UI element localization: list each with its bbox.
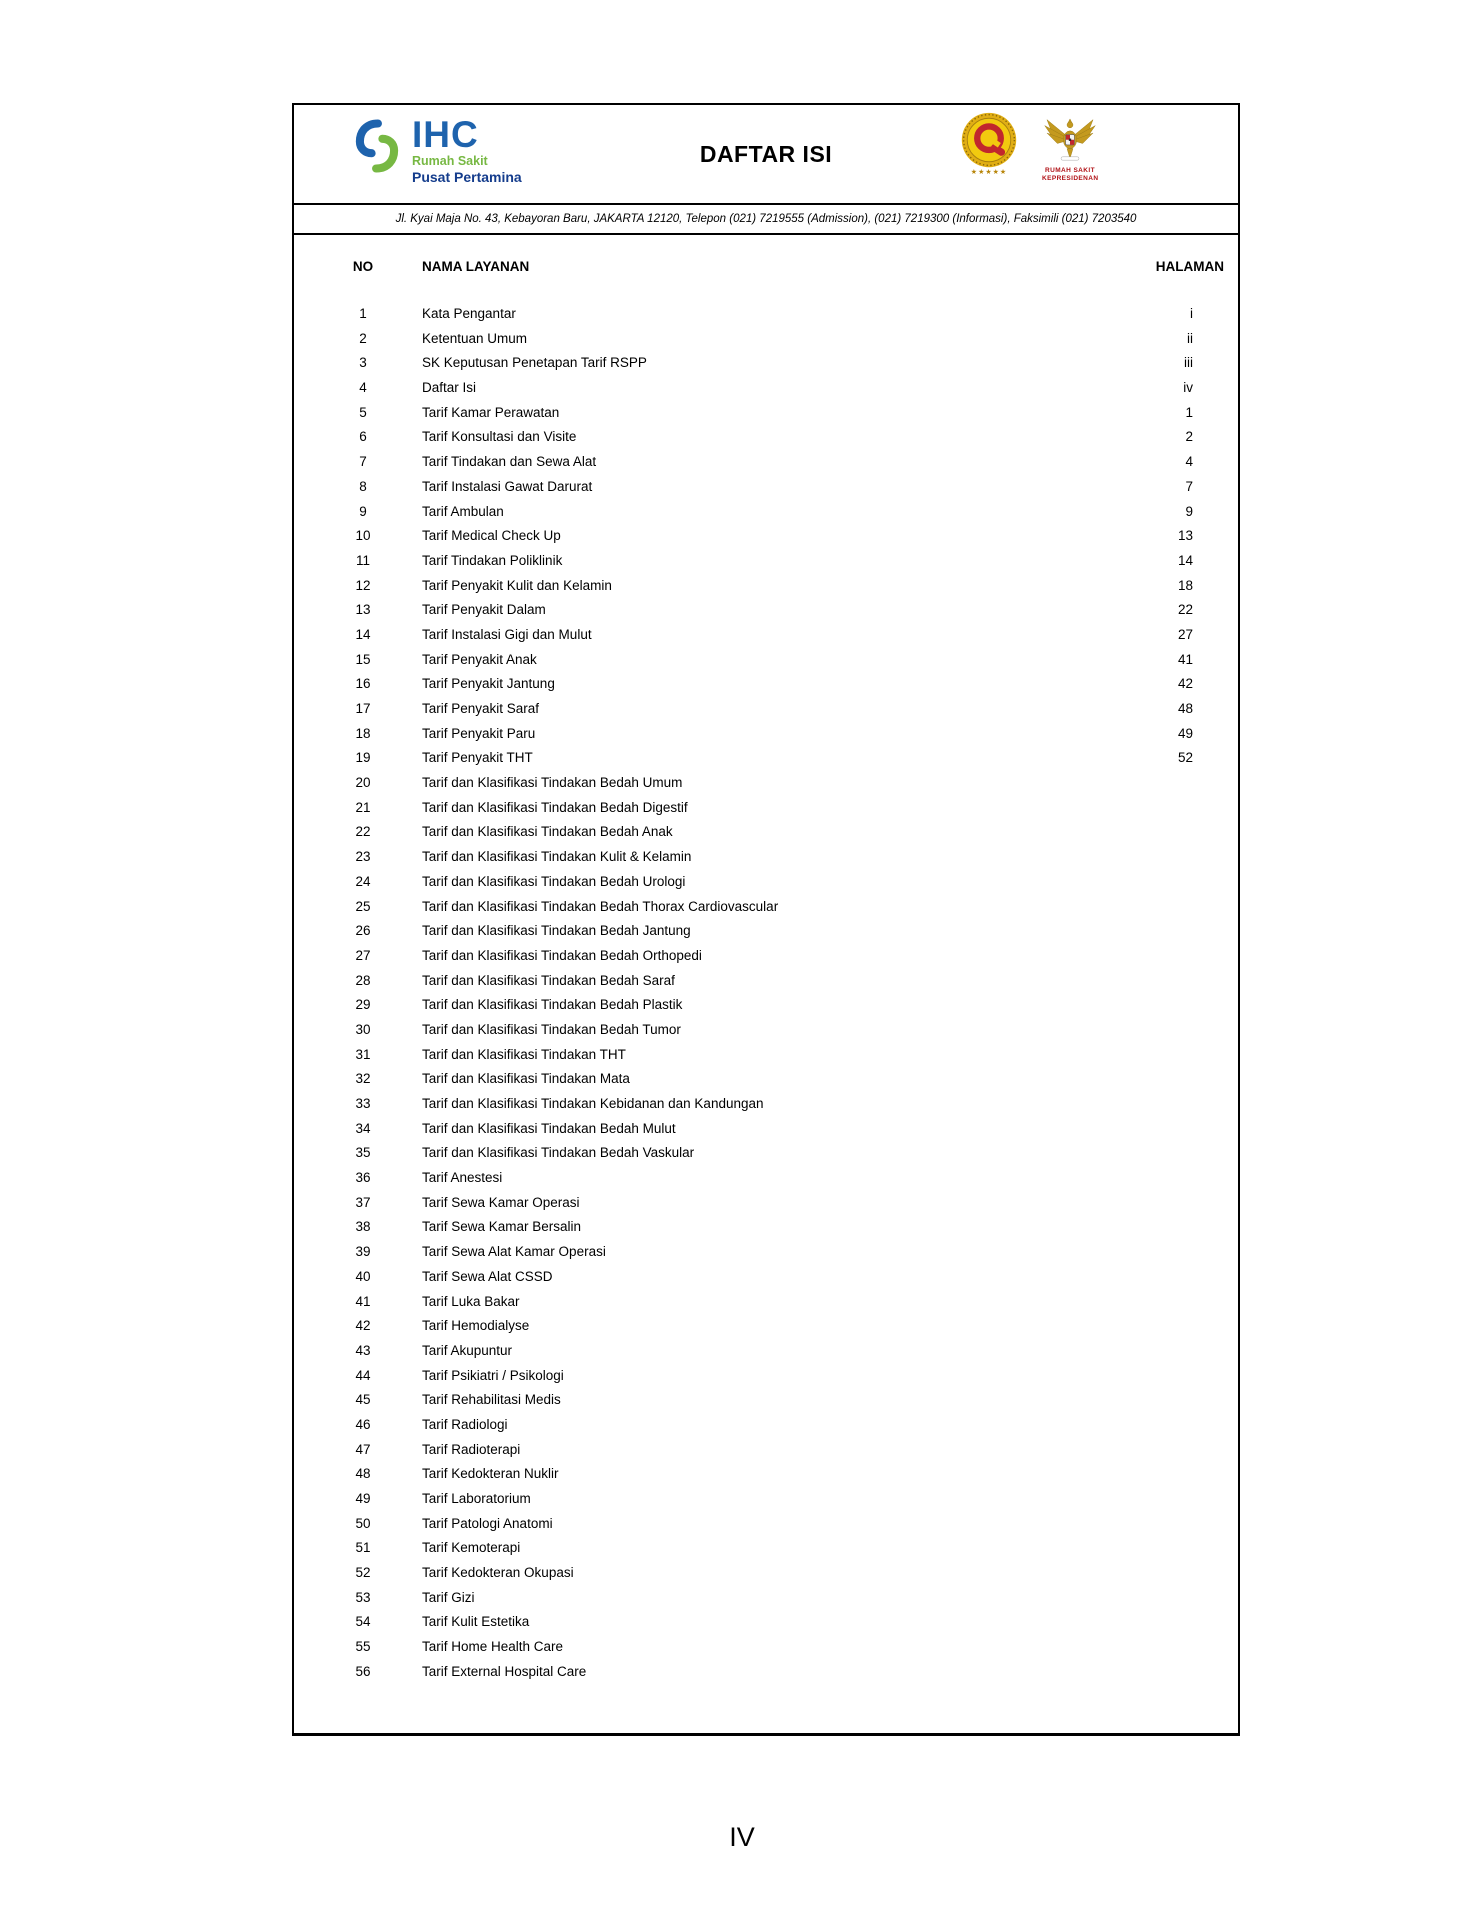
toc-row-name: Tarif dan Klasifikasi Tindakan Mata [422, 1071, 630, 1087]
toc-row-page: 18 [1177, 577, 1193, 593]
toc-row-number: 14 [355, 626, 371, 642]
toc-row-name: Tarif Radioterapi [422, 1441, 521, 1457]
table-row [294, 1339, 1238, 1364]
toc-row-name: Tarif Penyakit Kulit dan Kelamin [422, 577, 612, 593]
toc-row-page: 52 [1177, 750, 1193, 766]
toc-row-page [1133, 1018, 1193, 1043]
toc-row-page [1133, 796, 1193, 821]
toc-row-page: 2 [1185, 429, 1193, 445]
toc-row-page [1133, 895, 1193, 920]
toc-row-page [1133, 1561, 1193, 1586]
toc-row-name: Tarif Sewa Alat CSSD [422, 1268, 553, 1284]
table-row [294, 475, 1238, 500]
toc-row-page [1133, 993, 1193, 1018]
toc-row-name: Tarif Anestesi [422, 1170, 503, 1186]
toc-row-name: Tarif dan Klasifikasi Tindakan Bedah Tumor [422, 1021, 681, 1037]
toc-row-name: Tarif Konsultasi dan Visite [422, 429, 577, 445]
header-logos [958, 111, 1098, 182]
toc-row-name: Tarif Kemoterapi [422, 1540, 521, 1556]
toc-row-page [1133, 1413, 1193, 1438]
toc-row-page [1133, 1067, 1193, 1092]
toc-row-name: Tarif Ambulan [422, 503, 504, 519]
toc-row-page [1133, 1339, 1193, 1364]
toc-row-name: Tarif dan Klasifikasi Tindakan Bedah Umum [422, 775, 683, 791]
table-header [294, 259, 1238, 274]
toc-row-name: Tarif Laboratorium [422, 1491, 531, 1506]
toc-row-number: 44 [355, 1367, 371, 1383]
toc-row-name: Tarif Instalasi Gawat Darurat [422, 478, 593, 494]
table-row [294, 1067, 1238, 1092]
toc-row-name: Tarif Home Health Care [422, 1639, 564, 1655]
toc-row-name: Tarif dan Klasifikasi Tindakan Bedah Plastik [422, 997, 683, 1013]
toc-row-number: 28 [355, 972, 371, 988]
toc-row-page [1133, 845, 1193, 870]
toc-row-number: 26 [355, 923, 371, 939]
address-bar [294, 205, 1238, 235]
toc-row-number: 8 [359, 478, 367, 494]
toc-row-page [1133, 1092, 1193, 1117]
toc-row-number: 22 [355, 824, 371, 840]
table-row [294, 722, 1238, 747]
table-row [294, 697, 1238, 722]
toc-row-page: iii [1184, 355, 1193, 371]
toc-row-name: Tarif Medical Check Up [422, 528, 561, 544]
table-row [294, 1018, 1238, 1043]
toc-row-page: 13 [1177, 528, 1193, 544]
toc-row-name: Tarif dan Klasifikasi Tindakan THT [422, 1046, 626, 1062]
toc-row-number: 16 [355, 676, 371, 692]
toc-row-number: 34 [355, 1120, 371, 1136]
table-row [294, 1166, 1238, 1191]
table-row [294, 1265, 1238, 1290]
toc-row-number: 36 [355, 1170, 371, 1186]
table-row [294, 598, 1238, 623]
toc-row-number: 21 [355, 799, 371, 815]
table-row [294, 1240, 1238, 1265]
toc-row-number: 53 [355, 1589, 371, 1605]
toc-row-name: Tarif dan Klasifikasi Tindakan Bedah Anak [422, 824, 673, 840]
table-row [294, 1290, 1238, 1315]
toc-row-page: i [1190, 306, 1193, 321]
toc-row-number: 12 [355, 577, 371, 593]
table-row [294, 351, 1238, 376]
toc-row-name: Tarif dan Klasifikasi Tindakan Kebidanan dan Kandungan [422, 1096, 764, 1111]
toc-row-name: Tarif dan Klasifikasi Tindakan Bedah Urologi [422, 873, 686, 889]
toc-row-name: Tarif dan Klasifikasi Tindakan Bedah Mulut [422, 1120, 676, 1136]
toc-row-number: 23 [355, 849, 371, 865]
toc-row-page: ii [1187, 330, 1193, 346]
toc-row-name: Tarif Akupuntur [422, 1342, 513, 1358]
table-of-contents [294, 235, 1238, 1685]
toc-row-page [1133, 1265, 1193, 1290]
toc-row-number: 32 [355, 1071, 371, 1087]
table-row [294, 1586, 1238, 1611]
table-row [294, 574, 1238, 599]
toc-row-page: 1 [1185, 404, 1193, 420]
toc-row-name: Tarif Penyakit Saraf [422, 701, 540, 716]
toc-row-number: 38 [355, 1219, 371, 1235]
table-row [294, 1536, 1238, 1561]
garuda-emblem [1042, 111, 1098, 182]
toc-row-page [1133, 1512, 1193, 1537]
toc-row-page: 22 [1177, 602, 1193, 618]
toc-row-name: Tarif Penyakit Jantung [422, 676, 555, 692]
toc-row-page: 48 [1177, 701, 1193, 716]
table-row [294, 1141, 1238, 1166]
table-row [294, 401, 1238, 426]
toc-row-name: Tarif Psikiatri / Psikologi [422, 1367, 564, 1383]
table-row [294, 820, 1238, 845]
toc-row-number: 50 [355, 1515, 371, 1531]
table-row [294, 500, 1238, 525]
table-row [294, 1364, 1238, 1389]
table-row [294, 919, 1238, 944]
toc-row-page [1133, 1290, 1193, 1315]
toc-row-page [1133, 1191, 1193, 1216]
toc-row-page [1133, 1314, 1193, 1339]
toc-row-number: 42 [355, 1318, 371, 1334]
column-header-halaman: HALAMAN [1155, 259, 1224, 274]
toc-row-name: Tarif Tindakan Poliklinik [422, 552, 563, 568]
toc-row-number: 48 [355, 1466, 371, 1482]
toc-row-number: 6 [359, 429, 367, 445]
table-row [294, 376, 1238, 401]
toc-row-page [1133, 1364, 1193, 1389]
table-row [294, 895, 1238, 920]
toc-row-number: 15 [355, 651, 371, 667]
toc-row-page [1133, 969, 1193, 994]
table-row [294, 1413, 1238, 1438]
table-row [294, 1388, 1238, 1413]
ihc-subtitle-pusat-pertamina: Pusat Pertamina [412, 169, 522, 186]
toc-row-number: 52 [355, 1565, 371, 1581]
toc-row-number: 27 [355, 947, 371, 963]
toc-row-name: Tarif Penyakit Anak [422, 651, 537, 667]
table-row [294, 746, 1238, 771]
table-row [294, 549, 1238, 574]
toc-row-number: 13 [355, 602, 371, 618]
toc-row-name: Tarif Kamar Perawatan [422, 404, 560, 420]
toc-row-name: Tarif External Hospital Care [422, 1663, 587, 1679]
toc-row-name: Tarif Gizi [422, 1589, 475, 1605]
table-row [294, 1610, 1238, 1635]
toc-row-number: 56 [355, 1663, 371, 1679]
toc-row-number: 54 [355, 1614, 371, 1630]
toc-row-name: Tarif dan Klasifikasi Tindakan Bedah Thorax Cardiovascular [422, 898, 779, 914]
toc-row-page [1133, 1043, 1193, 1068]
toc-row-page [1133, 1141, 1193, 1166]
toc-row-number: 24 [355, 873, 371, 889]
toc-row-name: Tarif Radiologi [422, 1416, 508, 1432]
table-row [294, 993, 1238, 1018]
toc-row-page: 42 [1177, 676, 1193, 692]
table-row [294, 1487, 1238, 1512]
toc-row-page: 49 [1177, 725, 1193, 741]
toc-row-page: iv [1183, 380, 1193, 396]
toc-row-number: 39 [355, 1244, 371, 1260]
toc-row-number: 19 [355, 750, 371, 766]
toc-row-page [1133, 1117, 1193, 1142]
toc-row-page [1133, 1487, 1193, 1512]
toc-row-number: 47 [355, 1441, 371, 1457]
toc-row-page [1133, 1240, 1193, 1265]
table-row [294, 1462, 1238, 1487]
toc-row-page [1133, 1586, 1193, 1611]
toc-row-number: 29 [355, 997, 371, 1013]
toc-row-name: Tarif Rehabilitasi Medis [422, 1392, 561, 1408]
table-row [294, 648, 1238, 673]
table-row [294, 944, 1238, 969]
toc-row-number: 30 [355, 1021, 371, 1037]
toc-row-name: Ketentuan Umum [422, 330, 528, 346]
table-row [294, 796, 1238, 821]
table-row [294, 1043, 1238, 1068]
toc-row-number: 41 [355, 1293, 371, 1309]
toc-row-page [1133, 1388, 1193, 1413]
toc-row-name: SK Keputusan Penetapan Tarif RSPP [422, 355, 647, 371]
toc-row-name: Kata Pengantar [422, 306, 516, 321]
table-row [294, 1660, 1238, 1685]
toc-row-number: 4 [359, 380, 367, 396]
toc-row-page: 14 [1177, 552, 1193, 568]
ihc-acronym: IHC [412, 114, 479, 155]
table-row [294, 450, 1238, 475]
toc-row-name: Tarif Penyakit Paru [422, 725, 536, 741]
toc-row-number: 45 [355, 1392, 371, 1408]
table-row [294, 1191, 1238, 1216]
toc-row-name: Tarif Sewa Kamar Operasi [422, 1194, 580, 1210]
toc-row-page [1133, 820, 1193, 845]
table-row [294, 425, 1238, 450]
toc-row-name: Tarif dan Klasifikasi Tindakan Bedah Saraf [422, 972, 675, 988]
table-row [294, 524, 1238, 549]
garuda-caption-line2: KEPRESIDENAN [1042, 174, 1099, 182]
ihc-subtitle-rumah-sakit: Rumah Sakit [412, 154, 488, 169]
toc-row-number: 10 [355, 528, 371, 544]
toc-row-number: 37 [355, 1194, 371, 1210]
column-header-no: NO [352, 259, 374, 274]
toc-row-name: Tarif Sewa Alat Kamar Operasi [422, 1244, 606, 1260]
toc-row-page [1133, 870, 1193, 895]
toc-row-name: Tarif Kedokteran Okupasi [422, 1565, 574, 1581]
toc-row-page [1133, 1660, 1193, 1685]
toc-row-number: 9 [359, 503, 367, 519]
page-number: IV [729, 1822, 755, 1852]
toc-row-page [1133, 1536, 1193, 1561]
toc-row-page: 4 [1185, 454, 1193, 470]
toc-row-number: 25 [355, 898, 371, 914]
content-frame [292, 103, 1240, 1736]
toc-row-number: 40 [355, 1268, 371, 1284]
toc-row-number: 35 [355, 1145, 371, 1161]
table-row [294, 672, 1238, 697]
toc-row-name: Tarif dan Klasifikasi Tindakan Bedah Jantung [422, 923, 691, 939]
toc-row-page: 27 [1177, 626, 1193, 642]
page-title: DAFTAR ISI [699, 141, 833, 167]
toc-row-name: Tarif Hemodialyse [422, 1318, 530, 1334]
toc-row-number: 55 [355, 1639, 371, 1655]
toc-row-number: 43 [355, 1342, 371, 1358]
table-row [294, 1561, 1238, 1586]
accreditation-seal [958, 111, 1020, 177]
table-row [294, 1092, 1238, 1117]
garuda-caption [1042, 167, 1098, 182]
table-row [294, 623, 1238, 648]
toc-row-name: Tarif Luka Bakar [422, 1293, 520, 1309]
address-text: Jl. Kyai Maja No. 43, Kebayoran Baru, JAKARTA 12120, Telepon (021) 7219555 (Admission), (021) 7219300 (Informasi), Faksimili (021) 7203540 [395, 213, 1137, 225]
table-row [294, 870, 1238, 895]
toc-row-number: 31 [355, 1046, 371, 1062]
toc-row-number: 7 [359, 454, 367, 470]
table-row [294, 302, 1238, 327]
document-header [294, 105, 1238, 205]
toc-row-page [1133, 1610, 1193, 1635]
table-row [294, 845, 1238, 870]
toc-row-number: 11 [355, 552, 370, 568]
toc-row-name: Tarif dan Klasifikasi Tindakan Bedah Vaskular [422, 1145, 695, 1161]
toc-row-name: Tarif dan Klasifikasi Tindakan Kulit & Kelamin [422, 849, 692, 865]
toc-row-name: Tarif Kedokteran Nuklir [422, 1466, 559, 1482]
toc-row-number: 17 [355, 701, 371, 716]
toc-row-number: 49 [355, 1491, 371, 1506]
toc-row-name: Tarif Penyakit THT [422, 750, 533, 766]
toc-row-page [1133, 771, 1193, 796]
toc-row-page: 7 [1185, 478, 1193, 494]
toc-row-number: 20 [355, 775, 371, 791]
table-row [294, 1635, 1238, 1660]
toc-row-number: 2 [359, 330, 367, 346]
toc-row-name: Tarif dan Klasifikasi Tindakan Bedah Orthopedi [422, 947, 702, 963]
toc-row-number: 33 [355, 1096, 371, 1111]
toc-row-page [1133, 944, 1193, 969]
toc-row-name: Daftar Isi [422, 380, 477, 396]
table-row [294, 1215, 1238, 1240]
toc-rows [294, 302, 1238, 1685]
column-header-nama-layanan: NAMA LAYANAN [422, 259, 530, 274]
table-row [294, 1512, 1238, 1537]
toc-row-name: Tarif Instalasi Gigi dan Mulut [422, 626, 592, 642]
toc-row-page: 41 [1177, 651, 1193, 667]
table-row [294, 969, 1238, 994]
toc-row-name: Tarif Penyakit Dalam [422, 602, 546, 618]
toc-row-name: Tarif dan Klasifikasi Tindakan Bedah Digestif [422, 799, 688, 815]
toc-row-page [1133, 1635, 1193, 1660]
table-row [294, 771, 1238, 796]
table-row [294, 1314, 1238, 1339]
accreditation-seal-icon [960, 111, 1018, 169]
table-row [294, 327, 1238, 352]
garuda-icon [1044, 111, 1096, 167]
toc-row-page [1133, 1215, 1193, 1240]
toc-row-number: 46 [355, 1416, 371, 1432]
toc-row-name: Tarif Patologi Anatomi [422, 1515, 553, 1531]
toc-row-name: Tarif Tindakan dan Sewa Alat [422, 454, 597, 470]
toc-row-name: Tarif Sewa Kamar Bersalin [422, 1219, 582, 1235]
toc-row-name: Tarif Kulit Estetika [422, 1614, 530, 1630]
toc-row-page [1133, 1462, 1193, 1487]
toc-row-number: 51 [355, 1540, 371, 1556]
seal-stars: ★★★★★ [970, 169, 1008, 176]
toc-row-number: 18 [355, 725, 371, 741]
table-row [294, 1438, 1238, 1463]
toc-row-page [1133, 1438, 1193, 1463]
toc-row-page [1133, 919, 1193, 944]
toc-row-page [1133, 1166, 1193, 1191]
toc-row-page: 9 [1185, 503, 1193, 519]
toc-row-number: 1 [359, 306, 367, 321]
garuda-caption-line1: RUMAH SAKIT [1045, 167, 1095, 174]
toc-row-number: 5 [359, 404, 367, 420]
table-row [294, 1117, 1238, 1142]
toc-row-number: 3 [359, 355, 367, 371]
